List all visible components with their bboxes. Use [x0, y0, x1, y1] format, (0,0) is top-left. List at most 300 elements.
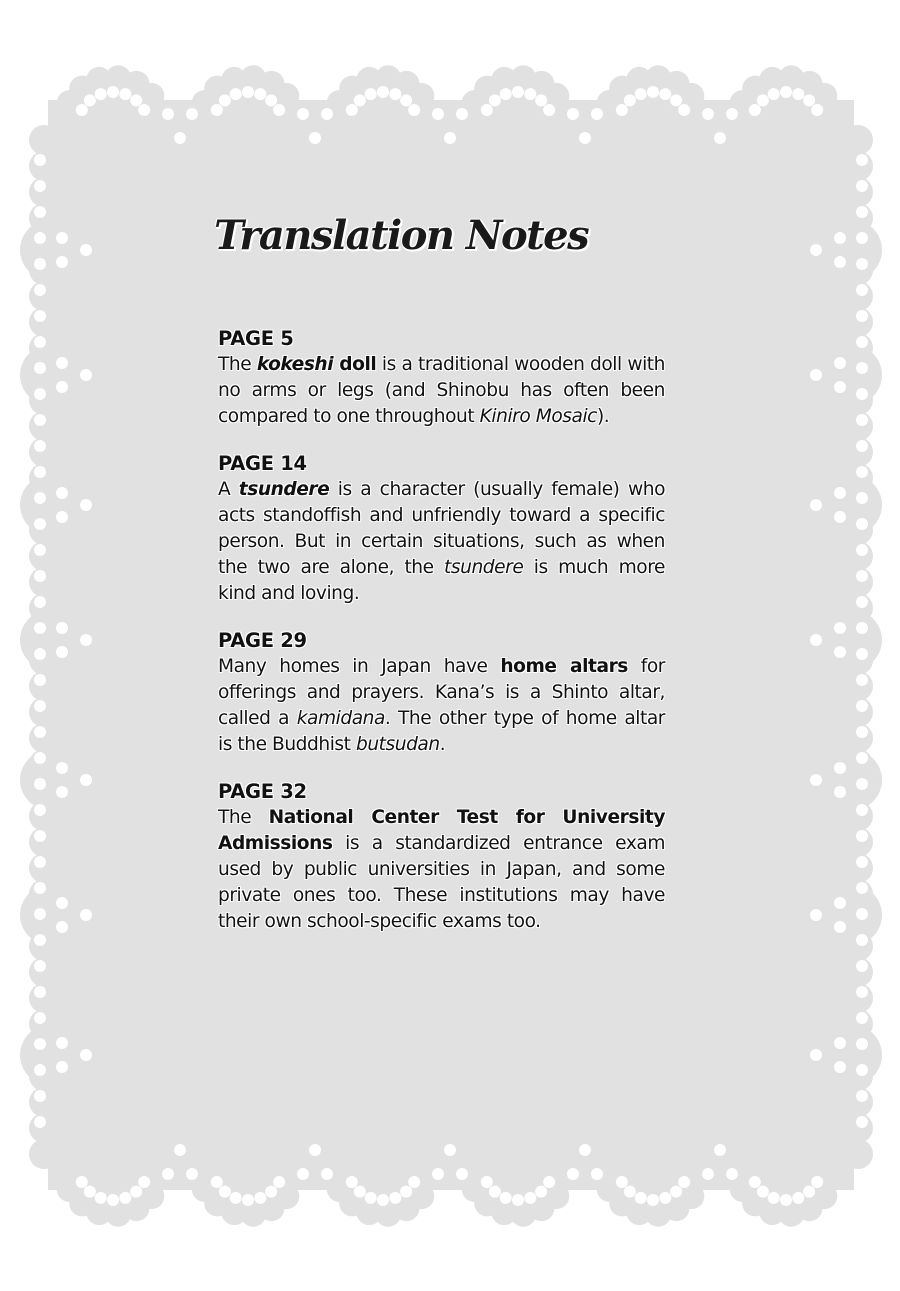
- eyelet: [489, 94, 501, 106]
- eyelet: [273, 104, 285, 116]
- scallop-right-arch: [822, 1025, 882, 1085]
- eyelet: [856, 206, 868, 218]
- eyelet: [856, 648, 868, 660]
- eyelet: [635, 88, 647, 100]
- eyelet: [56, 921, 68, 933]
- eyelet: [56, 1037, 68, 1049]
- eyelet: [34, 674, 46, 686]
- scallop-left: [29, 853, 59, 883]
- eyelet: [659, 88, 671, 100]
- eyelet: [444, 1144, 456, 1156]
- eyelet: [34, 960, 46, 972]
- eyelet: [211, 104, 223, 116]
- eyelet: [856, 154, 868, 166]
- eyelet: [34, 934, 46, 946]
- eyelet: [34, 180, 46, 192]
- eyelet: [34, 258, 46, 270]
- eyelet: [34, 544, 46, 556]
- eyelet: [856, 518, 868, 530]
- eyelet: [856, 284, 868, 296]
- eyelet: [856, 258, 868, 270]
- note-text-italic: tsundere: [444, 557, 524, 578]
- eyelet: [219, 94, 231, 106]
- eyelet: [346, 104, 358, 116]
- note-text-normal: is a character (usually female) who acts standoffish and unfriendly toward a specific person. But in certain situations, such as when the two are alone, the: [218, 479, 665, 578]
- eyelet: [34, 622, 46, 634]
- eyelet: [856, 830, 868, 842]
- eyelet: [34, 466, 46, 478]
- eyelet: [856, 180, 868, 192]
- eyelet: [780, 86, 792, 98]
- eyelet: [726, 108, 738, 120]
- note-text-normal: The: [218, 807, 269, 828]
- note-text-bold-italic: kokeshi: [256, 354, 334, 375]
- eyelet: [56, 897, 68, 909]
- eyelet: [56, 622, 68, 634]
- note-heading: PAGE 5: [218, 327, 294, 350]
- note-text-normal: is a traditional wooden doll with no arms or legs (and Shinobu has often been compared to one throughout: [218, 354, 665, 427]
- eyelet: [856, 570, 868, 582]
- scallop-right: [843, 567, 873, 597]
- eyelet: [856, 466, 868, 478]
- note-text-normal: A: [218, 479, 239, 500]
- eyelet: [856, 1116, 868, 1128]
- eyelet: [34, 154, 46, 166]
- eyelet: [34, 206, 46, 218]
- eyelet: [242, 86, 254, 98]
- eyelet: [856, 882, 868, 894]
- eyelet: [856, 752, 868, 764]
- eyelet: [34, 310, 46, 322]
- eyelet: [408, 104, 420, 116]
- eyelet: [254, 1192, 266, 1204]
- scallop-left: [29, 411, 59, 441]
- eyelet: [757, 1186, 769, 1198]
- eyelet: [810, 1049, 822, 1061]
- eyelet: [780, 1194, 792, 1206]
- eyelet: [56, 786, 68, 798]
- eyelet: [856, 414, 868, 426]
- note-text-italic: Kiniro Mosaic: [479, 406, 597, 427]
- eyelet: [856, 934, 868, 946]
- eyelet: [726, 1168, 738, 1180]
- eyelet: [34, 284, 46, 296]
- eyelet: [856, 1012, 868, 1024]
- eyelet: [56, 511, 68, 523]
- note-body: [218, 477, 665, 607]
- eyelet: [119, 88, 131, 100]
- eyelet: [56, 646, 68, 658]
- eyelet: [377, 1194, 389, 1206]
- eyelet: [834, 256, 846, 268]
- eyelet: [174, 132, 186, 144]
- scallop-right: [843, 697, 873, 727]
- eyelet: [346, 1176, 358, 1188]
- note-heading: PAGE 29: [218, 629, 307, 652]
- eyelet: [34, 1038, 46, 1050]
- eyelet: [84, 1186, 96, 1198]
- scallop-left: [29, 827, 59, 857]
- eyelet: [714, 1144, 726, 1156]
- eyelet: [265, 94, 277, 106]
- eyelet: [524, 1192, 536, 1204]
- eyelet: [56, 1061, 68, 1073]
- eyelet: [856, 362, 868, 374]
- eyelet: [567, 1168, 579, 1180]
- note-body: [218, 805, 665, 935]
- scallop-right: [843, 177, 873, 207]
- eyelet: [856, 804, 868, 816]
- scallop-right: [843, 853, 873, 883]
- eyelet: [34, 700, 46, 712]
- eyelet: [856, 674, 868, 686]
- scallop-right: [843, 151, 873, 181]
- scallop-right-arch: [822, 475, 882, 535]
- scallop-left: [29, 957, 59, 987]
- eyelet: [757, 94, 769, 106]
- eyelet: [34, 570, 46, 582]
- eyelet: [265, 1186, 277, 1198]
- eyelet: [579, 1144, 591, 1156]
- eyelet: [856, 856, 868, 868]
- eyelet: [659, 1192, 671, 1204]
- eyelet: [76, 1176, 88, 1188]
- eyelet: [624, 1186, 636, 1198]
- note-text-normal: Many homes in Japan have: [218, 656, 501, 677]
- eyelet: [365, 1192, 377, 1204]
- eyelet: [856, 310, 868, 322]
- eyelet: [810, 499, 822, 511]
- eyelet: [856, 726, 868, 738]
- scallop-left: [29, 983, 59, 1013]
- eyelet: [34, 778, 46, 790]
- scallop-left: [29, 437, 59, 467]
- eyelet: [138, 104, 150, 116]
- eyelet: [162, 1168, 174, 1180]
- scallop-right: [843, 1113, 873, 1143]
- eyelet: [309, 1144, 321, 1156]
- eyelet: [297, 108, 309, 120]
- scallop-left: [29, 671, 59, 701]
- eyelet: [856, 596, 868, 608]
- note-heading: PAGE 14: [218, 452, 307, 475]
- eyelet: [803, 94, 815, 106]
- eyelet: [34, 1064, 46, 1076]
- eyelet: [456, 1168, 468, 1180]
- scallop-right: [843, 541, 873, 571]
- eyelet: [432, 108, 444, 120]
- eyelet: [535, 94, 547, 106]
- eyelet: [56, 381, 68, 393]
- eyelet: [107, 86, 119, 98]
- eyelet: [34, 882, 46, 894]
- eyelet: [616, 104, 628, 116]
- scallop-right: [843, 1139, 873, 1169]
- eyelet: [34, 232, 46, 244]
- scallop-left-arch: [20, 610, 80, 670]
- eyelet: [354, 1186, 366, 1198]
- eyelet: [34, 362, 46, 374]
- eyelet: [591, 108, 603, 120]
- eyelet: [321, 1168, 333, 1180]
- eyelet: [389, 1192, 401, 1204]
- eyelet: [856, 440, 868, 452]
- eyelet: [856, 986, 868, 998]
- eyelet: [481, 104, 493, 116]
- eyelet: [34, 492, 46, 504]
- eyelet: [834, 897, 846, 909]
- note-text-normal: ).: [596, 406, 610, 427]
- eyelet: [834, 1061, 846, 1073]
- scallop-left: [29, 1087, 59, 1117]
- note-page-5: [218, 326, 665, 430]
- eyelet: [456, 108, 468, 120]
- eyelet: [834, 921, 846, 933]
- eyelet: [834, 622, 846, 634]
- scallop-right: [843, 827, 873, 857]
- eyelet: [211, 1176, 223, 1188]
- eyelet: [432, 1168, 444, 1180]
- scallop-right: [843, 723, 873, 753]
- note-text-normal: for offerings and prayers. Kana’s is a Shinto altar, called a: [218, 656, 666, 729]
- eyelet: [810, 244, 822, 256]
- scallop-left-arch: [20, 475, 80, 535]
- note-page-29: [218, 628, 665, 758]
- eyelet: [34, 414, 46, 426]
- eyelet: [647, 86, 659, 98]
- eyelet: [856, 1090, 868, 1102]
- scallop-right: [843, 125, 873, 155]
- eyelet: [34, 908, 46, 920]
- eyelet: [616, 1176, 628, 1188]
- eyelet: [34, 596, 46, 608]
- eyelet: [670, 1186, 682, 1198]
- scallop-right: [843, 983, 873, 1013]
- eyelet: [567, 108, 579, 120]
- eyelet: [834, 232, 846, 244]
- note-page-32: [218, 779, 665, 935]
- eyelet: [678, 1176, 690, 1188]
- scallop-left: [29, 1139, 59, 1169]
- eyelet: [579, 132, 591, 144]
- eyelet: [130, 1186, 142, 1198]
- scallop-right: [843, 281, 873, 311]
- scallop-left: [29, 541, 59, 571]
- eyelet: [230, 1192, 242, 1204]
- scallop-right-arch: [822, 345, 882, 405]
- scallop-right-arch: [822, 220, 882, 280]
- eyelet: [80, 1049, 92, 1061]
- eyelet: [749, 1176, 761, 1188]
- eyelet: [535, 1186, 547, 1198]
- scallop-left: [29, 307, 59, 337]
- eyelet: [810, 369, 822, 381]
- eyelet: [119, 1192, 131, 1204]
- eyelet: [481, 1176, 493, 1188]
- eyelet: [309, 132, 321, 144]
- eyelet: [56, 256, 68, 268]
- eyelet: [321, 108, 333, 120]
- translation-notes-list: [218, 326, 665, 956]
- eyelet: [186, 108, 198, 120]
- scallop-left-arch: [20, 345, 80, 405]
- note-heading: PAGE 32: [218, 780, 307, 803]
- eyelet: [34, 440, 46, 452]
- eyelet: [254, 88, 266, 100]
- eyelet: [56, 487, 68, 499]
- note-body: [218, 654, 665, 758]
- eyelet: [856, 388, 868, 400]
- eyelet: [810, 634, 822, 646]
- scallop-left: [29, 125, 59, 155]
- eyelet: [856, 1064, 868, 1076]
- note-body: [218, 352, 665, 430]
- note-text-bold: home altars: [500, 656, 628, 677]
- eyelet: [56, 762, 68, 774]
- eyelet: [219, 1186, 231, 1198]
- scallop-right-arch: [822, 750, 882, 810]
- eyelet: [856, 778, 868, 790]
- eyelet: [76, 104, 88, 116]
- scallop-left: [29, 723, 59, 753]
- eyelet: [834, 786, 846, 798]
- eyelet: [130, 94, 142, 106]
- eyelet: [400, 1186, 412, 1198]
- eyelet: [856, 336, 868, 348]
- eyelet: [856, 622, 868, 634]
- eyelet: [444, 132, 456, 144]
- eyelet: [56, 232, 68, 244]
- eyelet: [635, 1192, 647, 1204]
- eyelet: [702, 108, 714, 120]
- scallop-right: [843, 437, 873, 467]
- eyelet: [56, 357, 68, 369]
- eyelet: [834, 1037, 846, 1049]
- eyelet: [524, 88, 536, 100]
- note-text-normal: .: [439, 734, 446, 755]
- eyelet: [95, 88, 107, 100]
- eyelet: [834, 511, 846, 523]
- note-text-bold: National Center Test for University Admissions: [218, 807, 665, 854]
- eyelet: [174, 1144, 186, 1156]
- eyelet: [297, 1168, 309, 1180]
- eyelet: [230, 88, 242, 100]
- eyelet: [678, 104, 690, 116]
- eyelet: [34, 856, 46, 868]
- scallop-left: [29, 177, 59, 207]
- scallop-right: [843, 671, 873, 701]
- eyelet: [389, 88, 401, 100]
- scallop-left: [29, 697, 59, 727]
- eyelet: [377, 86, 389, 98]
- eyelet: [162, 108, 174, 120]
- scallop-right-arch: [822, 885, 882, 945]
- eyelet: [34, 804, 46, 816]
- eyelet: [803, 1186, 815, 1198]
- eyelet: [810, 909, 822, 921]
- eyelet: [811, 104, 823, 116]
- eyelet: [543, 1176, 555, 1188]
- page-title: Translation Notes: [214, 212, 589, 259]
- eyelet: [34, 518, 46, 530]
- eyelet: [80, 774, 92, 786]
- eyelet: [80, 244, 92, 256]
- scallop-left: [29, 151, 59, 181]
- eyelet: [792, 88, 804, 100]
- note-page-14: [218, 451, 665, 607]
- eyelet: [856, 232, 868, 244]
- eyelet: [408, 1176, 420, 1188]
- eyelet: [647, 1194, 659, 1206]
- eyelet: [543, 104, 555, 116]
- eyelet: [749, 104, 761, 116]
- eyelet: [107, 1194, 119, 1206]
- scallop-right: [843, 1087, 873, 1117]
- eyelet: [34, 1012, 46, 1024]
- eyelet: [34, 388, 46, 400]
- eyelet: [702, 1168, 714, 1180]
- scallop-left: [29, 281, 59, 311]
- scallop-right: [843, 957, 873, 987]
- eyelet: [34, 726, 46, 738]
- scallop-left: [29, 567, 59, 597]
- eyelet: [273, 1176, 285, 1188]
- scallop-left-arch: [20, 220, 80, 280]
- eyelet: [80, 499, 92, 511]
- eyelet: [834, 381, 846, 393]
- eyelet: [34, 986, 46, 998]
- eyelet: [84, 94, 96, 106]
- eyelet: [80, 369, 92, 381]
- note-text-normal: is much more kind and loving.: [218, 557, 665, 604]
- note-text-bold: doll: [333, 354, 377, 375]
- scallop-left-arch: [20, 750, 80, 810]
- eyelet: [670, 94, 682, 106]
- eyelet: [242, 1194, 254, 1206]
- eyelet: [624, 94, 636, 106]
- scallop-right: [843, 307, 873, 337]
- eyelet: [80, 909, 92, 921]
- note-text-normal: . The other type of home altar is the Buddhist: [218, 708, 665, 755]
- eyelet: [856, 700, 868, 712]
- eyelet: [768, 1192, 780, 1204]
- scallop-left-arch: [20, 885, 80, 945]
- scallop-left: [29, 1113, 59, 1143]
- eyelet: [500, 1192, 512, 1204]
- eyelet: [34, 336, 46, 348]
- eyelet: [489, 1186, 501, 1198]
- eyelet: [834, 762, 846, 774]
- eyelet: [591, 1168, 603, 1180]
- eyelet: [500, 88, 512, 100]
- eyelet: [856, 960, 868, 972]
- eyelet: [792, 1192, 804, 1204]
- scallop-right-arch: [822, 610, 882, 670]
- eyelet: [34, 830, 46, 842]
- note-text-normal: is a standardized entrance exam used by public universities in Japan, and some private ones too. These institutions may have their own school-specific exams too.: [218, 833, 665, 932]
- eyelet: [856, 544, 868, 556]
- eyelet: [768, 88, 780, 100]
- eyelet: [810, 774, 822, 786]
- eyelet: [34, 752, 46, 764]
- eyelet: [186, 1168, 198, 1180]
- note-text-italic: butsudan: [355, 734, 440, 755]
- eyelet: [834, 646, 846, 658]
- eyelet: [400, 94, 412, 106]
- eyelet: [138, 1176, 150, 1188]
- eyelet: [354, 94, 366, 106]
- eyelet: [834, 487, 846, 499]
